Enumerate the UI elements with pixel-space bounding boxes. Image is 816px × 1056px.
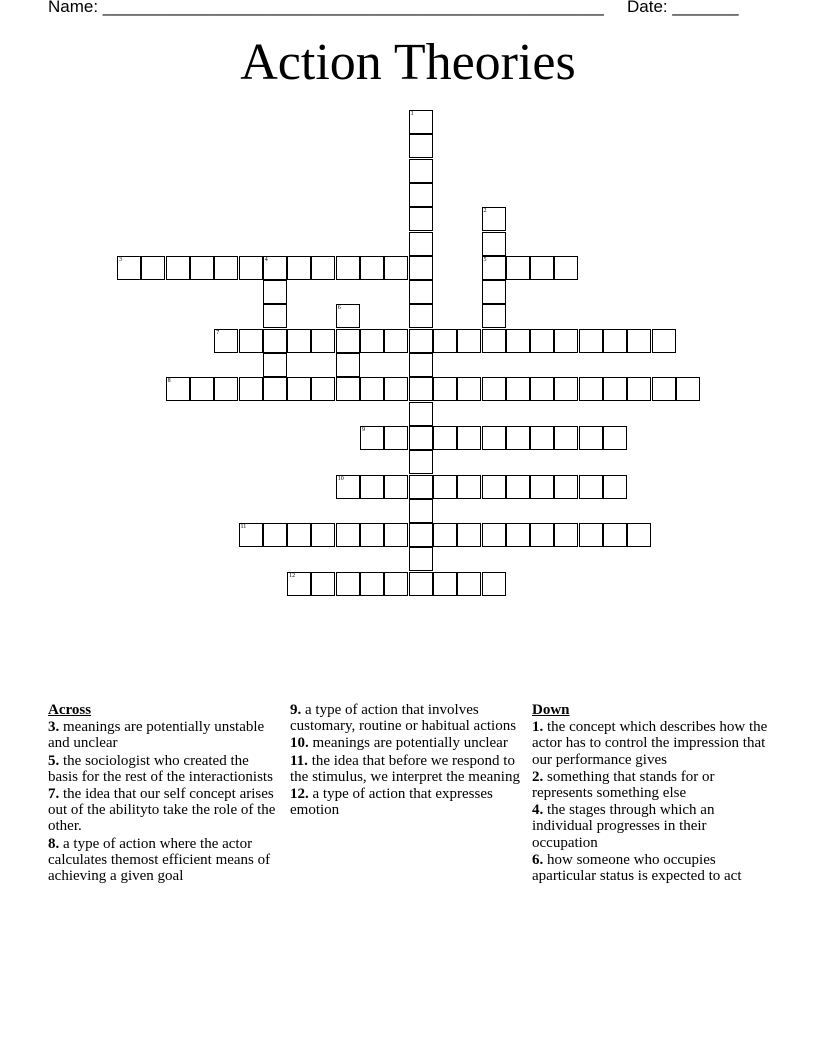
crossword-cell[interactable] — [603, 329, 627, 353]
crossword-cell[interactable] — [530, 523, 554, 547]
crossword-cell[interactable] — [336, 475, 360, 499]
crossword-cell[interactable] — [433, 329, 457, 353]
date-field[interactable]: Date: _______ — [627, 0, 739, 16]
across-heading: Across — [48, 702, 92, 718]
crossword-cell[interactable] — [409, 377, 433, 401]
crossword-cell[interactable] — [311, 329, 335, 353]
crossword-cell[interactable] — [311, 572, 335, 596]
crossword-cell[interactable] — [360, 475, 384, 499]
crossword-cell[interactable] — [506, 475, 530, 499]
crossword-cell[interactable] — [579, 475, 603, 499]
crossword-cell[interactable] — [336, 329, 360, 353]
crossword-cell[interactable] — [530, 377, 554, 401]
across-clues-column-1 — [48, 702, 280, 885]
crossword-cell[interactable] — [336, 377, 360, 401]
cell-number: 12 — [289, 572, 296, 579]
crossword-cell[interactable] — [433, 523, 457, 547]
clue-number: 10. — [290, 735, 309, 752]
clue-text: a type of action that involves customary, routine or habitual actions — [290, 702, 517, 735]
clue-number: 2. — [532, 768, 544, 785]
crossword-cell[interactable] — [457, 329, 481, 353]
clue-number: 7. — [48, 786, 60, 803]
crossword-cell[interactable] — [360, 329, 384, 353]
crossword-cell[interactable] — [409, 572, 433, 596]
clue-item — [290, 735, 522, 751]
crossword-cell[interactable] — [409, 232, 433, 256]
crossword-cell[interactable] — [482, 207, 506, 231]
crossword-cell[interactable] — [579, 329, 603, 353]
crossword-cell[interactable] — [239, 256, 263, 280]
crossword-cell[interactable] — [409, 329, 433, 353]
clue-text: the sociologist who created the basis for the rest of the interactionists — [48, 752, 273, 785]
clue-item — [290, 753, 522, 785]
crossword-cell[interactable] — [554, 523, 578, 547]
puzzle-title: Action Theories — [240, 34, 576, 91]
crossword-cell[interactable] — [482, 280, 506, 304]
crossword-cell[interactable] — [263, 304, 287, 328]
crossword-cell[interactable] — [409, 426, 433, 450]
crossword-cell[interactable] — [263, 353, 287, 377]
clue-number: 5. — [48, 752, 60, 769]
cell-number: 3 — [119, 256, 122, 263]
crossword-cell[interactable] — [263, 256, 287, 280]
across-clues-column-2 — [290, 702, 522, 819]
clue-text: something that stands for or represents something else — [532, 768, 715, 802]
crossword-cell[interactable] — [141, 256, 165, 280]
clue-number: 6. — [532, 851, 544, 868]
crossword-cell[interactable] — [166, 377, 190, 401]
crossword-cell[interactable] — [554, 475, 578, 499]
crossword-cell[interactable] — [652, 377, 676, 401]
crossword-cell[interactable] — [506, 256, 530, 280]
clue-item — [48, 719, 280, 751]
crossword-cell[interactable] — [409, 547, 433, 571]
crossword-cell[interactable] — [409, 280, 433, 304]
crossword-cell[interactable] — [190, 256, 214, 280]
crossword-cell[interactable] — [409, 353, 433, 377]
crossword-cell[interactable] — [166, 256, 190, 280]
crossword-cell[interactable] — [482, 232, 506, 256]
crossword-cell[interactable] — [409, 402, 433, 426]
crossword-cell[interactable] — [579, 377, 603, 401]
crossword-cell[interactable] — [384, 426, 408, 450]
crossword-cell[interactable] — [457, 523, 481, 547]
crossword-cell[interactable] — [409, 207, 433, 231]
crossword-cell[interactable] — [506, 426, 530, 450]
crossword-cell[interactable] — [554, 377, 578, 401]
cell-number: 7 — [216, 329, 220, 336]
crossword-cell[interactable] — [554, 256, 578, 280]
crossword-cell[interactable] — [384, 377, 408, 401]
crossword-cell[interactable] — [433, 377, 457, 401]
crossword-cell[interactable] — [506, 329, 530, 353]
clue-text: the concept which describes how the actor has to control the impression that our performance gives — [532, 719, 768, 768]
crossword-cell[interactable] — [409, 183, 433, 207]
crossword-cell[interactable] — [311, 256, 335, 280]
crossword-cell[interactable] — [482, 572, 506, 596]
clue-number: 1. — [532, 719, 544, 736]
crossword-cell[interactable] — [482, 523, 506, 547]
crossword-cell[interactable] — [457, 377, 481, 401]
crossword-cell[interactable] — [409, 450, 433, 474]
clue-item — [532, 719, 768, 768]
clue-text: a type of action that expresses emotion — [290, 786, 493, 819]
clue-item — [532, 769, 768, 801]
crossword-cell[interactable] — [239, 523, 263, 547]
crossword-cell[interactable] — [263, 329, 287, 353]
cell-number: 1 — [410, 111, 414, 117]
crossword-cell[interactable] — [360, 426, 384, 450]
crossword-cell[interactable] — [652, 329, 676, 353]
crossword-cell[interactable] — [482, 304, 506, 328]
clue-item — [532, 852, 768, 884]
crossword-cell[interactable] — [287, 572, 311, 596]
down-heading: Down — [532, 702, 570, 718]
crossword-cell[interactable] — [409, 523, 433, 547]
crossword-cell[interactable] — [336, 256, 360, 280]
clue-number: 4. — [532, 802, 544, 819]
crossword-cell[interactable] — [409, 499, 433, 523]
clue-text: the stages through which an individual progresses in their occupation — [532, 802, 715, 851]
crossword-cell[interactable] — [360, 377, 384, 401]
crossword-cell[interactable] — [433, 572, 457, 596]
clue-item — [290, 702, 522, 734]
crossword-cell[interactable] — [530, 426, 554, 450]
crossword-cell[interactable] — [409, 256, 433, 280]
clue-number: 9. — [290, 702, 302, 718]
crossword-cell[interactable] — [603, 475, 627, 499]
crossword-cell[interactable] — [482, 377, 506, 401]
clue-text: the idea that before we respond to the stimulus, we interpret the meaning — [290, 752, 520, 785]
cell-number: 4 — [264, 256, 268, 263]
clue-item — [290, 786, 522, 818]
cell-number: 8 — [167, 378, 171, 385]
clue-number: 8. — [48, 835, 60, 852]
crossword-cell[interactable] — [457, 475, 481, 499]
crossword-cell[interactable] — [384, 475, 408, 499]
crossword-cell[interactable] — [287, 377, 311, 401]
name-field[interactable]: Name: _____________________________________________________ — [48, 0, 604, 16]
crossword-cell[interactable] — [263, 280, 287, 304]
crossword-cell[interactable] — [603, 523, 627, 547]
crossword-cell[interactable] — [336, 304, 360, 328]
crossword-cell[interactable] — [360, 256, 384, 280]
crossword-cell[interactable] — [627, 523, 651, 547]
clue-text: meanings are potentially unclear — [312, 735, 508, 752]
crossword-cell[interactable] — [506, 523, 530, 547]
clue-item — [48, 836, 280, 885]
crossword-cell[interactable] — [554, 426, 578, 450]
crossword-cell[interactable] — [579, 523, 603, 547]
crossword-cell[interactable] — [579, 426, 603, 450]
clue-number: 11. — [290, 752, 308, 769]
crossword-cell[interactable] — [603, 426, 627, 450]
clue-item — [48, 753, 280, 785]
crossword-cell[interactable] — [336, 353, 360, 377]
cell-number: 6 — [337, 305, 341, 312]
crossword-cell[interactable] — [676, 377, 700, 401]
crossword-cell[interactable] — [384, 523, 408, 547]
crossword-cell[interactable] — [239, 329, 263, 353]
crossword-cell[interactable] — [287, 256, 311, 280]
clue-text: how someone who occupies aparticular status is expected to act — [532, 851, 742, 885]
clue-text: meanings are potentially unstable and unclear — [48, 719, 265, 752]
crossword-cell[interactable] — [482, 426, 506, 450]
crossword-cell[interactable] — [409, 475, 433, 499]
crossword-cell[interactable] — [433, 426, 457, 450]
crossword-cell[interactable] — [530, 475, 554, 499]
crossword-cell[interactable] — [482, 329, 506, 353]
crossword-cell[interactable] — [530, 256, 554, 280]
crossword-cell[interactable] — [336, 572, 360, 596]
crossword-cell[interactable] — [214, 256, 238, 280]
crossword-cell[interactable] — [239, 377, 263, 401]
crossword-cell[interactable] — [117, 256, 141, 280]
cell-number: 10 — [337, 475, 344, 482]
crossword-cell[interactable] — [409, 110, 433, 134]
cell-number: 9 — [362, 426, 365, 433]
crossword-cell[interactable] — [384, 572, 408, 596]
crossword-cell[interactable] — [457, 426, 481, 450]
crossword-cell[interactable] — [409, 134, 433, 158]
clue-number: 12. — [290, 786, 309, 803]
crossword-cell[interactable] — [603, 377, 627, 401]
crossword-cell[interactable] — [457, 572, 481, 596]
crossword-cell[interactable] — [627, 377, 651, 401]
crossword-cell[interactable] — [214, 329, 238, 353]
crossword-cell[interactable] — [263, 523, 287, 547]
clue-item — [532, 802, 768, 851]
crossword-cell[interactable] — [384, 329, 408, 353]
cell-number: 2 — [483, 208, 487, 215]
crossword-cell[interactable] — [311, 523, 335, 547]
crossword-cell[interactable] — [554, 329, 578, 353]
crossword-cell[interactable] — [287, 523, 311, 547]
crossword-cell[interactable] — [190, 377, 214, 401]
crossword-cell[interactable] — [263, 377, 287, 401]
crossword-cell[interactable] — [360, 572, 384, 596]
down-clues-column — [532, 702, 768, 885]
crossword-cell[interactable] — [506, 377, 530, 401]
crossword-cell[interactable] — [482, 256, 506, 280]
crossword-cell[interactable] — [409, 159, 433, 183]
crossword-cell[interactable] — [530, 329, 554, 353]
crossword-cell[interactable] — [409, 304, 433, 328]
crossword-cell[interactable] — [627, 329, 651, 353]
crossword-cell[interactable] — [433, 475, 457, 499]
clue-text: a type of action where the actor calculates themost efficient means of achieving a given goal — [48, 835, 271, 885]
clue-number: 3. — [48, 719, 60, 736]
crossword-cell[interactable] — [360, 523, 384, 547]
cell-number: 11 — [240, 524, 247, 531]
crossword-cell[interactable] — [287, 329, 311, 353]
crossword-cell[interactable] — [214, 377, 238, 401]
clue-item — [48, 786, 280, 835]
crossword-cell[interactable] — [482, 475, 506, 499]
clue-text: the idea that our self concept arises out of the abilityto take the role of the other. — [48, 786, 276, 835]
crossword-cell[interactable] — [311, 377, 335, 401]
cell-number: 5 — [483, 256, 487, 263]
crossword-cell[interactable] — [384, 256, 408, 280]
crossword-cell[interactable] — [336, 523, 360, 547]
